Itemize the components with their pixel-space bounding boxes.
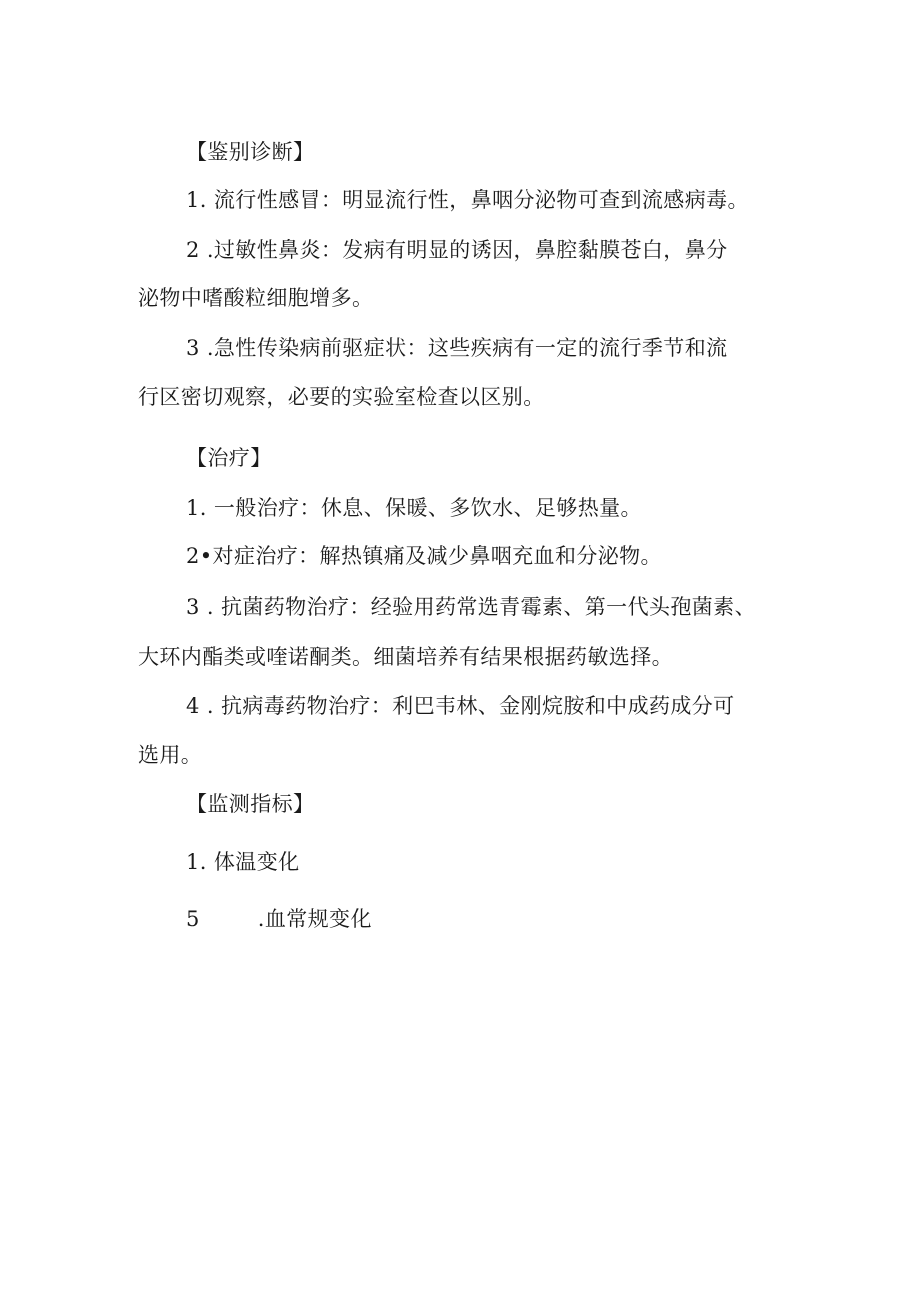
paragraph-line: 1. 一般治疗：休息、保暖、多饮水、足够热量。: [186, 496, 642, 520]
paragraph-line: 2 .过敏性鼻炎：发病有明显的诱因，鼻腔黏膜苍白，鼻分: [186, 238, 728, 262]
list-item: [186, 905, 372, 933]
paragraph-line: 3 .急性传染病前驱症状：这些疾病有一定的流行季节和流: [186, 336, 728, 360]
paragraph-line: 1. 体温变化: [186, 850, 300, 874]
paragraph-line: 1. 流行性感冒：明显流行性，鼻咽分泌物可查到流感病毒。: [186, 188, 749, 212]
paragraph-line: 2•对症治疗：解热镇痛及减少鼻咽充血和分泌物。: [186, 544, 662, 568]
paragraph-line: 3 . 抗菌药物治疗：经验用药常选青霉素、第一代头孢菌素、: [186, 595, 756, 619]
section-heading-differential-diagnosis: 【鉴别诊断】: [186, 140, 315, 164]
paragraph-line: 选用。: [138, 743, 203, 767]
section-heading-treatment: 【治疗】: [186, 446, 272, 470]
list-item-text: .血常规变化: [257, 907, 372, 931]
list-item-number: 5: [186, 907, 200, 931]
section-heading-monitoring-indicators: 【监测指标】: [186, 792, 315, 816]
paragraph-line: 泌物中嗜酸粒细胞增多。: [138, 286, 374, 310]
paragraph-line: 大环内酯类或喹诺酮类。细菌培养有结果根据药敏选择。: [138, 645, 673, 669]
paragraph-line: 4 . 抗病毒药物治疗：利巴韦林、金刚烷胺和中成药成分可: [186, 694, 735, 718]
paragraph-line: 行区密切观察，必要的实验室检查以区别。: [138, 385, 545, 409]
